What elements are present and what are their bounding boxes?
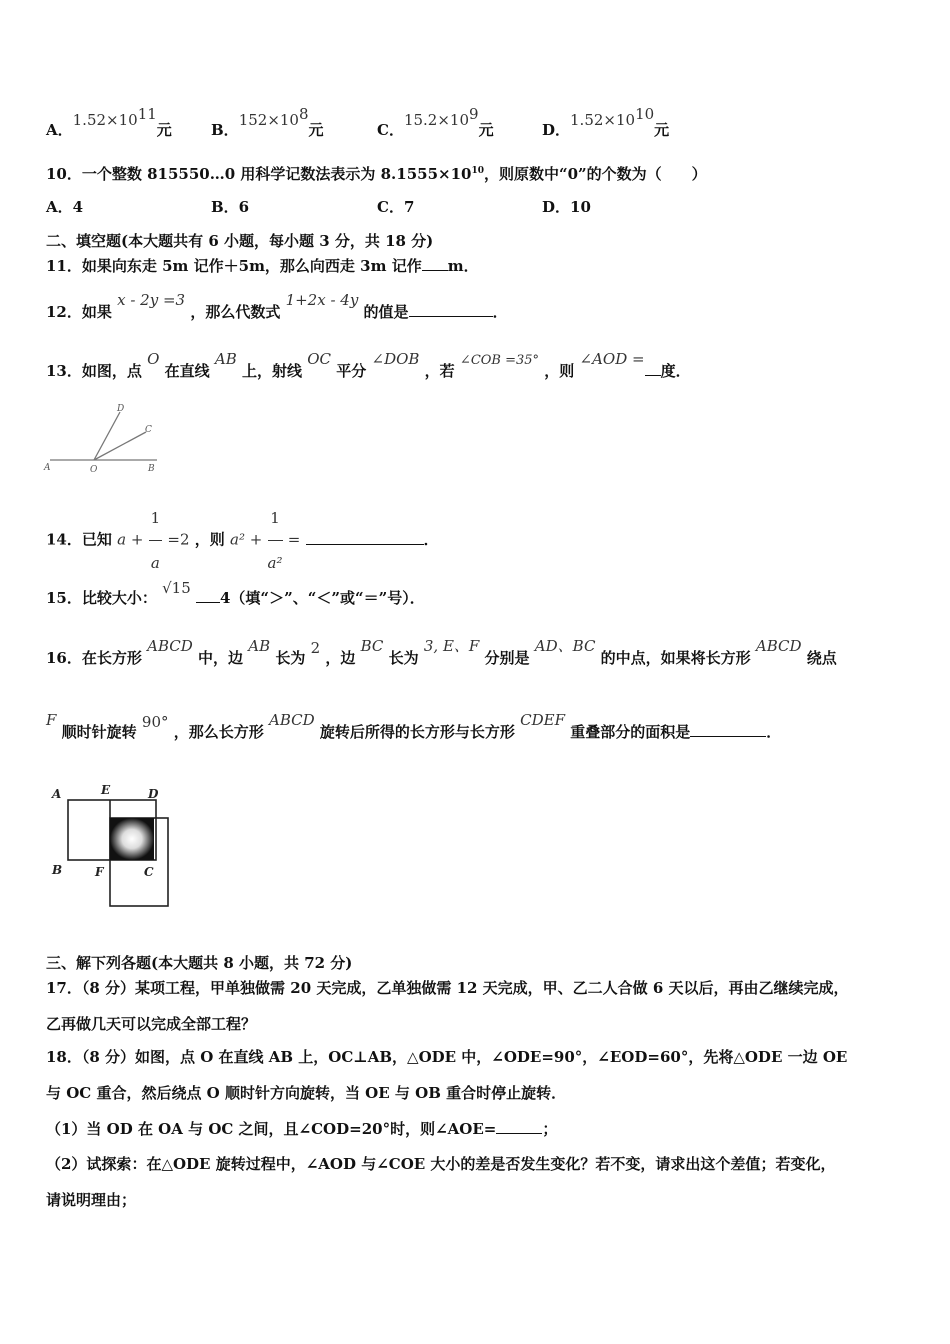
question-16-line-1: 16．在长方形 ABCD 中，边 AB 长为 2 ，边 BC 长为 3, E、F 分别是 AD、BC 的中点，如果将长方形 ABCD 绕点 [46, 637, 837, 667]
label-o: O [90, 465, 98, 475]
label-e: E [101, 783, 111, 797]
question-10: 10．一个整数 815550…0 用科学记数法表示为 $8.1555\times 10^{10}$，则原数中“0”的个数为（ ） [46, 165, 707, 183]
q9-option-d: D．$1.52\times 10^{10}$元 [542, 105, 670, 139]
q9-option-b: B．$152\times 10^8$元 [211, 105, 324, 139]
label-a: A [52, 787, 62, 801]
question-15: 15．比较大小： √15 4（填“＞”、“＜”或“＝”号）． [46, 579, 425, 607]
angle-figure-13 [42, 400, 167, 475]
question-13: 13．如图，点 O 在直线 AB 上，射线 OC 平分 ∠DOB ，若 ∠COB =35° ，则 ∠AOD =度． [46, 350, 691, 380]
question-18-line-1: 18．（8 分）如图，点 O 在直线 AB 上，OC⊥AB，△ODE 中，∠ODE=90°，∠EOD=60°，先将△ODE 一边 OE [46, 1048, 848, 1066]
question-18-part-1: （1）当 OD 在 OA 与 OC 之间，且∠COD=20°时，则∠AOE= ； [46, 1120, 558, 1138]
q9-option-c: C．$15.2\times 10^9$元 [377, 105, 494, 139]
question-16-line-2: F 顺时针旋转 90° ，那么长方形 ABCD 旋转后所得的长方形与长方形 CDEF 重叠部分的面积是 ． [46, 711, 782, 741]
q9-option-a: A．$1.52\times 10^{11}$元 [46, 105, 172, 139]
question-18-part-2-line-1: （2）试探索：在△ODE 旋转过程中，∠AOD 与∠COE 大小的差是否发生变化？若不变，请求出这个差值；若变化， [46, 1155, 836, 1173]
question-17-line-2: 乙再做几天可以完成全部工程？ [46, 1015, 257, 1033]
question-12: 12．如果 x - 2y =3 ，那么代数式 1+2x - 4y 的值是 ． [46, 291, 508, 321]
label-b: B [52, 863, 63, 877]
question-18-part-2-line-2: 请说明理由； [46, 1191, 137, 1209]
q10-option-a: A．4 [46, 198, 84, 216]
section-3-heading: 三、解下列各题(本大题共 8 小题，共 72 分) [46, 954, 353, 972]
question-11: 11．如果向东走 5m 记作＋5m，那么向西走 3m 记作 m． [46, 257, 479, 275]
q10-option-d: D．10 [542, 198, 591, 216]
question-18-line-2: 与 OC 重合，然后绕点 O 顺时针方向旋转，当 OE 与 OB 重合时停止旋转． [46, 1084, 567, 1102]
section-2-heading: 二、填空题(本大题共有 6 小题，每小题 3 分，共 18 分) [46, 232, 434, 250]
question-17-line-1: 17．（8 分）某项工程，甲单独做需 20 天完成，乙单独做需 12 天完成，甲、乙二人合做 6 天以后，再由乙继续完成， [46, 979, 849, 997]
overlap-region [110, 818, 154, 860]
label-c: C [144, 865, 154, 879]
label-f: F [95, 865, 104, 879]
rectangle-rotation-figure-16 [48, 782, 178, 912]
q10-option-b: B．6 [211, 198, 250, 216]
label-d: D [117, 404, 125, 414]
q10-option-c: C．7 [377, 198, 415, 216]
label-b: B [148, 464, 155, 474]
label-d: D [148, 787, 159, 801]
question-14: 14．已知 a + $\frac{1}{a}$ =2 ，则 a² + $\frac{1}{\text{a²}}$ = ． [46, 496, 439, 585]
label-c: C [145, 425, 152, 435]
label-a: A [44, 463, 51, 473]
